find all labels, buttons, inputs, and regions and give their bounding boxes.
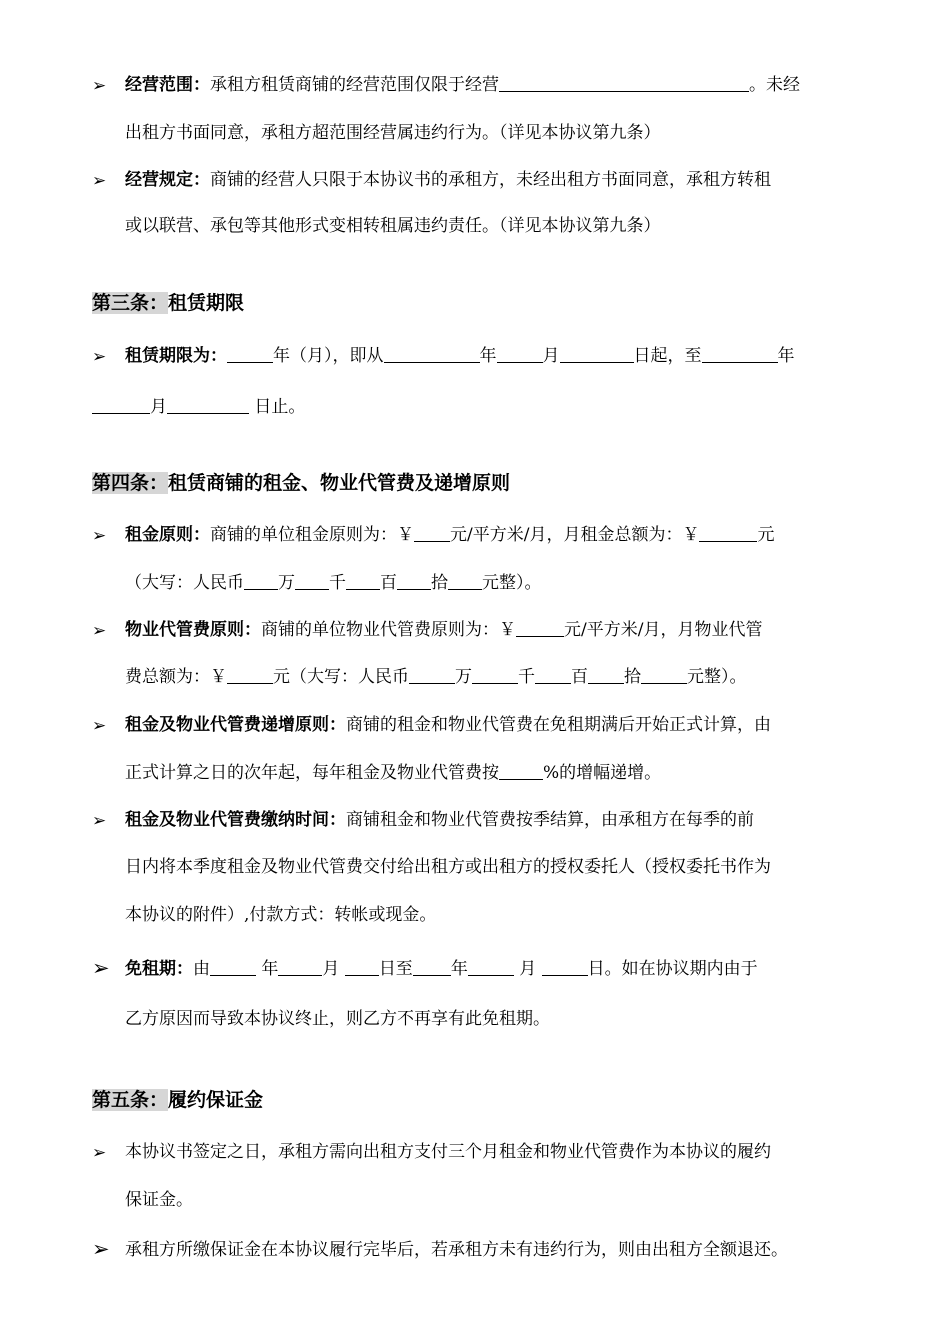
fee-blank-unit[interactable] — [516, 619, 564, 637]
fee-text: 拾 — [624, 667, 641, 687]
term-text: 年 — [479, 346, 497, 366]
scope-line-1 — [125, 73, 800, 97]
free-blank-start-day[interactable] — [345, 958, 379, 976]
deposit-line-1: 本协议书签定之日，承租方需向出租方支付三个月租金和物业代管费作为本协议的履约 — [125, 1142, 771, 1162]
scope-text: 承租方租赁商铺的经营范围仅限于经营 — [210, 75, 499, 95]
rent-blank-total[interactable] — [699, 524, 757, 542]
free-blank-start-year[interactable] — [210, 958, 256, 976]
article-4-number: 第四条： — [92, 472, 169, 494]
term-line-1 — [125, 344, 795, 368]
bullet-icon: ➢ — [92, 621, 107, 641]
fee-text: 元/平方米/月，月物业代管 — [564, 620, 763, 640]
deposit-line-2: 保证金。 — [125, 1190, 193, 1210]
rent-line-2 — [125, 571, 542, 595]
article-4-name: 租赁商铺的租金、物业代管费及递增原则 — [168, 472, 511, 494]
rent-text: 商铺的单位租金原则为：￥ — [210, 525, 414, 545]
free-title: 免租期： — [125, 959, 193, 979]
term-text: 月 — [542, 346, 560, 366]
free-text: 日至 — [378, 959, 413, 979]
rent-text: （大写：人民币 — [125, 573, 244, 593]
fee-line-2 — [125, 665, 747, 689]
rent-text: 元 — [757, 525, 775, 545]
fee-text: 百 — [571, 667, 588, 687]
free-line-1 — [125, 957, 758, 981]
term-text: 年 — [777, 346, 795, 366]
free-blank-end-year[interactable] — [413, 958, 451, 976]
fee-blank-shi[interactable] — [588, 666, 624, 684]
term-title: 租赁期限为： — [125, 346, 227, 366]
fee-text: 商铺的单位物业代管费原则为：￥ — [261, 620, 516, 640]
rent-blank-yuan[interactable] — [448, 572, 482, 590]
article-3-heading — [92, 290, 244, 316]
payment-line-1 — [125, 808, 754, 832]
increase-line-1 — [125, 713, 771, 737]
term-text: 月 — [150, 397, 167, 417]
fee-text: 元（大写：人民币 — [273, 667, 409, 687]
bullet-icon: ➢ — [92, 347, 107, 367]
bullet-icon: ➢ — [92, 76, 107, 96]
rent-blank-unit[interactable] — [414, 524, 450, 542]
fee-title: 物业代管费原则： — [125, 620, 261, 640]
increase-text: %的增幅递增。 — [543, 763, 662, 783]
rent-text: 拾 — [431, 573, 448, 593]
increase-text: 商铺的租金和物业代管费在免租期满后开始正式计算，由 — [346, 715, 771, 735]
bullet-icon: ➢ — [92, 716, 107, 736]
term-blank-start-year[interactable] — [384, 345, 480, 363]
rent-blank-wan[interactable] — [244, 572, 278, 590]
term-text: 年（月），即从 — [273, 346, 384, 366]
free-blank-end-day[interactable] — [542, 958, 588, 976]
rules-line-2: 或以联营、承包等其他形式变相转租属违约责任。（详见本协议第九条） — [125, 216, 661, 236]
refund-line-1: 承租方所缴保证金在本协议履行完毕后，若承租方未有违约行为，则由出租方全额退还。 — [125, 1240, 788, 1260]
scope-blank[interactable] — [499, 74, 749, 92]
fee-blank-qian[interactable] — [472, 666, 518, 684]
article-5-name: 履约保证金 — [168, 1089, 264, 1111]
term-blank-start-day[interactable] — [560, 345, 634, 363]
free-blank-start-month[interactable] — [278, 958, 322, 976]
payment-text: 商铺租金和物业代管费按季结算，由承租方在每季的前 — [346, 810, 754, 830]
bullet-icon: ➢ — [92, 171, 107, 191]
term-blank-end-month[interactable] — [92, 396, 150, 414]
term-blank-duration[interactable] — [227, 345, 273, 363]
increase-line-2 — [125, 761, 661, 785]
rent-blank-bai[interactable] — [346, 572, 380, 590]
rent-text: 百 — [380, 573, 397, 593]
free-text: 年 — [450, 959, 468, 979]
term-text: 日止。 — [249, 397, 306, 417]
rent-text: 元整）。 — [482, 573, 542, 593]
increase-blank-percent[interactable] — [499, 762, 543, 780]
article-3-name: 租赁期限 — [168, 292, 245, 314]
term-blank-end-day[interactable] — [167, 396, 249, 414]
bullet-icon: ➢ — [92, 956, 110, 980]
payment-line-2: 日内将本季度租金及物业代管费交付给出租方或出租方的授权委托人（授权委托书作为 — [125, 857, 771, 877]
rules-text: 商铺的经营人只限于本协议书的承租方，未经出租方书面同意，承租方转租 — [210, 170, 771, 190]
term-line-2 — [92, 395, 305, 419]
rent-blank-shi[interactable] — [397, 572, 431, 590]
article-5-number: 第五条： — [92, 1089, 169, 1111]
payment-line-3: 本协议的附件）,付款方式：转帐或现金。 — [125, 905, 437, 925]
term-blank-end-year[interactable] — [702, 345, 778, 363]
fee-text: 费总额为：￥ — [125, 667, 227, 687]
free-text: 由 — [193, 959, 210, 979]
rent-blank-qian[interactable] — [295, 572, 329, 590]
scope-text-end: 。未经 — [749, 75, 800, 95]
free-blank-end-month[interactable] — [468, 958, 514, 976]
free-text: 月 — [322, 959, 345, 979]
fee-blank-bai[interactable] — [535, 666, 571, 684]
article-5-heading — [92, 1087, 263, 1113]
free-text: 年 — [256, 959, 279, 979]
fee-text: 千 — [518, 667, 535, 687]
rent-text: 元/平方米/月，月租金总额为：￥ — [450, 525, 700, 545]
free-text: 月 — [513, 959, 542, 979]
article-3-number: 第三条： — [92, 292, 169, 314]
payment-title: 租金及物业代管费缴纳时间： — [125, 810, 346, 830]
bullet-icon: ➢ — [92, 1237, 110, 1261]
rules-title: 经营规定： — [125, 170, 210, 190]
fee-blank-total[interactable] — [227, 666, 273, 684]
bullet-icon: ➢ — [92, 811, 107, 831]
scope-title: 经营范围： — [125, 75, 210, 95]
article-4-heading — [92, 470, 510, 496]
rent-text: 千 — [329, 573, 346, 593]
term-text: 日起，至 — [633, 346, 702, 366]
increase-title: 租金及物业代管费递增原则： — [125, 715, 346, 735]
rules-line-1 — [125, 168, 771, 192]
rent-line-1 — [125, 523, 774, 547]
scope-line-2: 出租方书面同意，承租方超范围经营属违约行为。（详见本协议第九条） — [125, 123, 661, 143]
fee-blank-wan[interactable] — [409, 666, 455, 684]
fee-line-1 — [125, 618, 762, 642]
bullet-icon: ➢ — [92, 1143, 107, 1163]
fee-text: 元整）。 — [687, 667, 747, 687]
rent-text: 万 — [278, 573, 295, 593]
bullet-icon: ➢ — [92, 526, 107, 546]
term-blank-start-month[interactable] — [497, 345, 543, 363]
rent-title: 租金原则： — [125, 525, 210, 545]
free-line-2: 乙方原因而导致本协议终止，则乙方不再享有此免租期。 — [125, 1009, 550, 1029]
free-text: 日。如在协议期内由于 — [587, 959, 758, 979]
fee-text: 万 — [455, 667, 472, 687]
increase-text: 正式计算之日的次年起，每年租金及物业代管费按 — [125, 763, 499, 783]
fee-blank-yuan[interactable] — [641, 666, 687, 684]
